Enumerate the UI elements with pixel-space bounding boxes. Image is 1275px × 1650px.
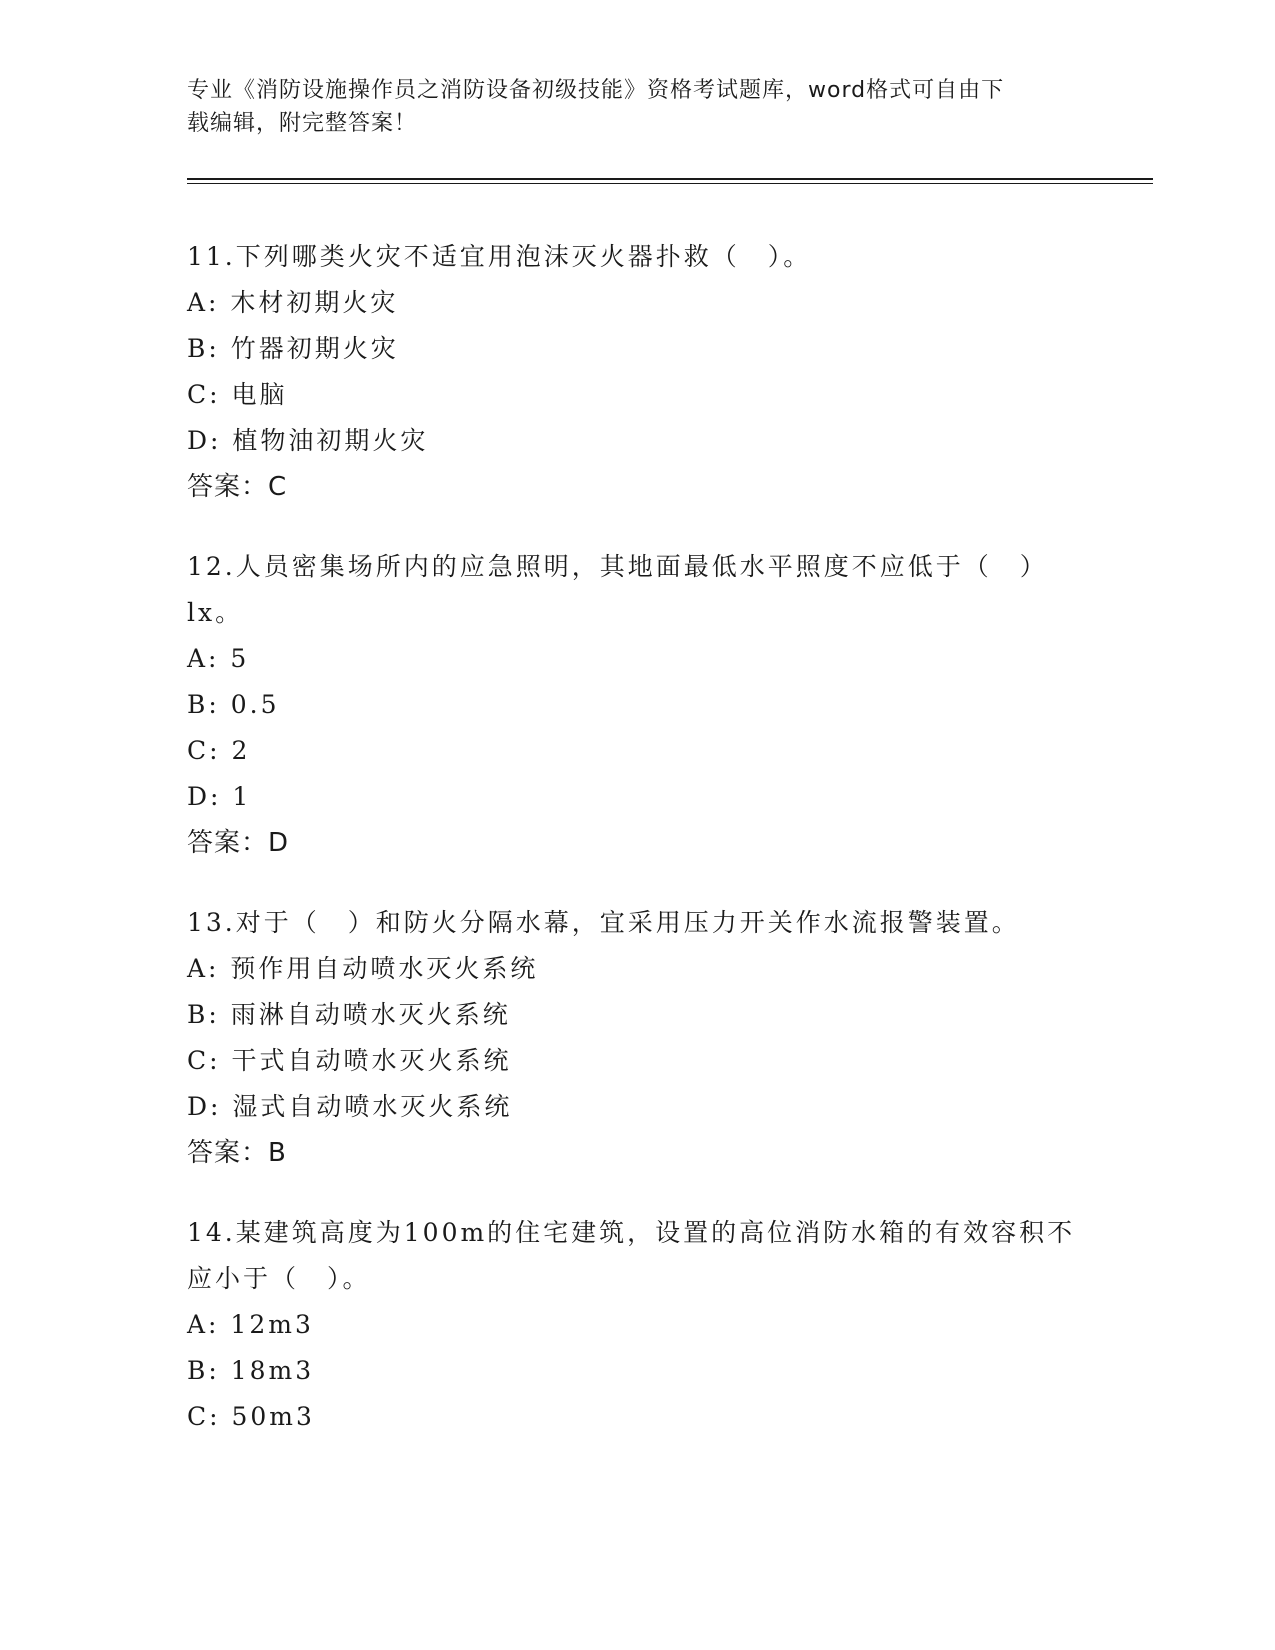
option-b: B: 18m3 [187, 1356, 315, 1385]
option-c: C: 2 [187, 736, 251, 765]
question-stem: 11.下列哪类火灾不适宜用泡沫灭火器扑救（ ）。 [187, 242, 812, 271]
header-line-1: 专业《消防设施操作员之消防设备初级技能》资格考试题库，word格式可自由下 [187, 78, 1005, 103]
question-13 [187, 900, 1087, 1176]
question-12 [187, 544, 1087, 866]
option-c: C: 干式自动喷水灭火系统 [187, 1046, 512, 1075]
option-d: D: 湿式自动喷水灭火系统 [187, 1092, 513, 1121]
header-line-2: 载编辑，附完整答案！ [187, 111, 418, 136]
question-stem: 14.某建筑高度为100m的住宅建筑，设置的高位消防水箱的有效容积不应小于（ ）。 [187, 1218, 1076, 1293]
header-rule-thick [187, 178, 1153, 180]
option-d: D: 1 [187, 782, 252, 811]
document-header [187, 74, 1067, 140]
option-d: D: 植物油初期火灾 [187, 426, 429, 455]
option-a: A: 12m3 [187, 1310, 314, 1339]
option-a: A: 预作用自动喷水灭火系统 [187, 954, 539, 983]
option-c: C: 电脑 [187, 380, 288, 409]
question-11 [187, 234, 1087, 510]
question-stem: 13.对于（ ）和防火分隔水幕，宜采用压力开关作水流报警装置。 [187, 908, 1020, 937]
option-b: B: 雨淋自动喷水灭火系统 [187, 1000, 511, 1029]
question-list [187, 234, 1087, 1474]
option-c: C: 50m3 [187, 1402, 315, 1431]
option-b: B: 0.5 [187, 690, 280, 719]
question-14 [187, 1210, 1087, 1440]
answer-line: 答案：C [187, 472, 288, 502]
option-a: A: 5 [187, 644, 250, 673]
header-rule-thin [187, 183, 1153, 184]
answer-line: 答案：B [187, 1138, 287, 1168]
option-a: A: 木材初期火灾 [187, 288, 399, 317]
option-b: B: 竹器初期火灾 [187, 334, 399, 363]
answer-line: 答案：D [187, 828, 290, 858]
question-stem: 12.人员密集场所内的应急照明，其地面最低水平照度不应低于（ ）lx。 [187, 552, 1048, 627]
